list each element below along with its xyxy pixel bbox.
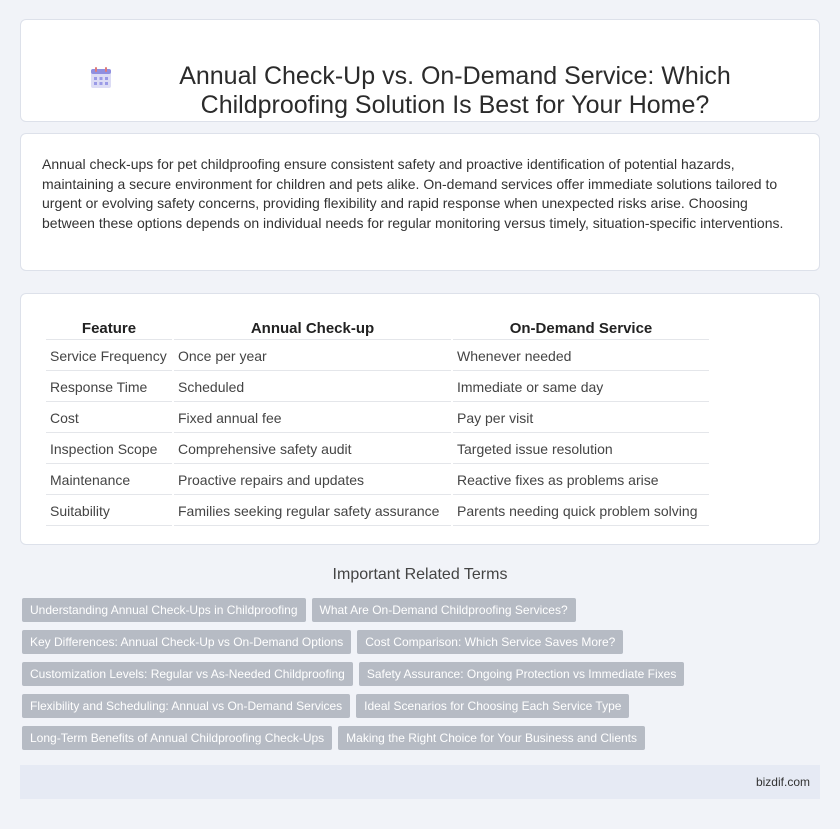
table-row bbox=[46, 373, 709, 402]
annual-cell: Proactive repairs and updates bbox=[174, 466, 451, 495]
feature-cell: Suitability bbox=[46, 497, 172, 526]
feature-cell: Response Time bbox=[46, 373, 172, 402]
annual-cell: Comprehensive safety audit bbox=[174, 435, 451, 464]
on-demand-cell: Whenever needed bbox=[453, 342, 709, 371]
related-term-link[interactable]: Understanding Annual Check-Ups in Childproofing bbox=[22, 598, 306, 622]
table-row bbox=[46, 497, 709, 526]
feature-cell: Inspection Scope bbox=[46, 435, 172, 464]
header-feature: Feature bbox=[46, 317, 172, 340]
annual-cell: Fixed annual fee bbox=[174, 404, 451, 433]
related-term-link[interactable]: What Are On-Demand Childproofing Services? bbox=[312, 598, 576, 622]
table-row bbox=[46, 342, 709, 371]
on-demand-cell: Targeted issue resolution bbox=[453, 435, 709, 464]
related-terms-heading: Important Related Terms bbox=[332, 566, 508, 583]
feature-cell: Maintenance bbox=[46, 466, 172, 495]
page-title: Annual Check-Up vs. On-Demand Service: Which Childproofing Solution Is Best for Your Home? bbox=[179, 62, 731, 119]
footer-site-link[interactable]: bizdif.com bbox=[755, 775, 810, 789]
header-on-demand: On-Demand Service bbox=[453, 317, 709, 340]
calendar-icon bbox=[89, 66, 113, 90]
annual-cell: Families seeking regular safety assurance bbox=[174, 497, 451, 526]
annual-cell: Once per year bbox=[174, 342, 451, 371]
related-term-link[interactable]: Long-Term Benefits of Annual Childproofing Check-Ups bbox=[22, 726, 332, 750]
related-term-link[interactable]: Customization Levels: Regular vs As-Needed Childproofing bbox=[22, 662, 353, 686]
comparison-table bbox=[44, 315, 711, 528]
feature-cell: Service Frequency bbox=[46, 342, 172, 371]
header-annual: Annual Check-up bbox=[174, 317, 451, 340]
on-demand-cell: Immediate or same day bbox=[453, 373, 709, 402]
related-term-link[interactable]: Ideal Scenarios for Choosing Each Service Type bbox=[356, 694, 629, 718]
related-term-link[interactable]: Making the Right Choice for Your Business and Clients bbox=[338, 726, 645, 750]
table-row bbox=[46, 466, 709, 495]
feature-cell: Cost bbox=[46, 404, 172, 433]
intro-card bbox=[20, 133, 820, 271]
intro-paragraph: Annual check-ups for pet childproofing ensure consistent safety and proactive identification of potential hazards, maintaining a secure environment for children and pets alike. On-demand services offer immediate solutions tailored to urgent or evolving safety concerns, providing flexibility and rapid response when unexpected risks arise. Choosing between these options depends on individual needs for regular monitoring versus timely, situation-specific interventions. bbox=[42, 156, 784, 231]
comparison-card bbox=[20, 293, 820, 545]
related-term-link[interactable]: Cost Comparison: Which Service Saves More? bbox=[357, 630, 623, 654]
table-header-row bbox=[46, 317, 709, 340]
related-term-link[interactable]: Key Differences: Annual Check-Up vs On-Demand Options bbox=[22, 630, 351, 654]
title-card bbox=[20, 19, 820, 122]
related-term-link[interactable]: Flexibility and Scheduling: Annual vs On-Demand Services bbox=[22, 694, 350, 718]
on-demand-cell: Reactive fixes as problems arise bbox=[453, 466, 709, 495]
related-terms-list bbox=[22, 598, 722, 750]
table-row bbox=[46, 404, 709, 433]
table-row bbox=[46, 435, 709, 464]
footer bbox=[20, 765, 820, 799]
annual-cell: Scheduled bbox=[174, 373, 451, 402]
on-demand-cell: Parents needing quick problem solving bbox=[453, 497, 709, 526]
related-term-link[interactable]: Safety Assurance: Ongoing Protection vs Immediate Fixes bbox=[359, 662, 684, 686]
on-demand-cell: Pay per visit bbox=[453, 404, 709, 433]
